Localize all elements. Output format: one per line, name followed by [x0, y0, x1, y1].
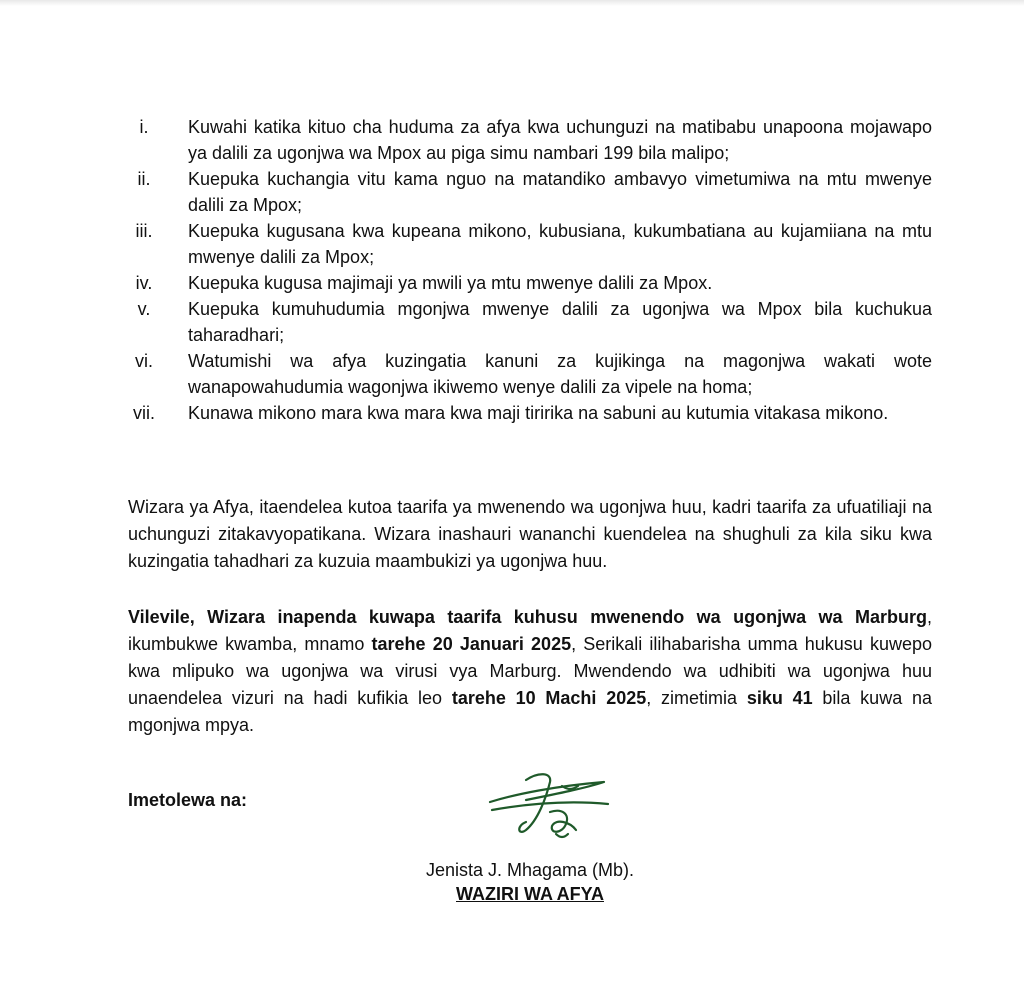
list-item [128, 114, 932, 166]
precautions-list [128, 114, 932, 426]
list-item [128, 400, 932, 426]
current-date: tarehe 10 Machi 2025 [451, 688, 647, 708]
signer-title: WAZIRI WA AFYA [456, 884, 604, 904]
list-item [128, 348, 932, 400]
list-item [128, 218, 932, 270]
list-item-text: Kuepuka kugusana kwa kupeana mikono, kubusiana, kukumbatiana au kujamiiana na mtu mwenye dalili za Mpox; [188, 221, 932, 267]
marburg-text-a: , ikumbukwe kwamba, mnamo [128, 607, 932, 654]
list-item-text: Kuwahi katika kituo cha huduma za afya kwa uchunguzi na matibabu unapoona mojawapo ya dalili za ugonjwa wa Mpox au piga simu nambari 199 bila malipo; [188, 117, 932, 163]
list-marker: i. [139, 117, 149, 137]
list-item-text: Kuepuka kuchangia vitu kama nguo na matandiko ambavyo vimetumiwa na mtu mwenye dalili za Mpox; [188, 169, 932, 215]
marburg-update-paragraph [128, 604, 932, 739]
list-marker: iii. [135, 221, 153, 241]
list-item-text: Watumishi wa afya kuzingatia kanuni za kujikinga na magonjwa wakati wote wanapowahudumia wagonjwa ikiwemo wenye dalili za vipele na homa; [188, 351, 932, 397]
mpox-update-paragraph: Wizara ya Afya, itaendelea kutoa taarifa ya mwenendo wa ugonjwa huu, kadri taarifa za ufuatiliaji na uchunguzi zitakavyopatikana. Wizara inashauri wananchi kuendelea na shughuli za kila siku kwa kuzingatia tahadhari za kuzuia maambukizi ya ugonjwa huu. [128, 497, 932, 571]
list-item-text: Kuepuka kugusa majimaji ya mwili ya mtu mwenye dalili za Mpox. [188, 273, 713, 293]
marburg-intro: Vilevile, Wizara inapenda kuwapa taarifa kuhusu mwenendo wa ugonjwa wa Marburg [128, 607, 927, 627]
days-count: siku 41 [746, 688, 813, 708]
announcement-date: tarehe 20 Januari 2025 [371, 634, 572, 654]
list-item-text: Kunawa mikono mara kwa mara kwa maji tiririka na sabuni au kutumia vitakasa mikono. [188, 403, 889, 423]
marburg-text-b: , Serikali ilihabarisha umma hukusu kuwepo kwa mlipuko wa ugonjwa wa virusi vya Marburg. Mwendendo wa udhibiti wa ugonjwa huu unaendelea vizuri na hadi kufikia leo [128, 634, 932, 708]
signer-name: Jenista J. Mhagama (Mb). [425, 860, 635, 880]
list-marker: ii. [137, 169, 151, 189]
list-marker: vi. [135, 351, 153, 371]
issued-by-label: Imetolewa na: [128, 790, 248, 810]
list-item [128, 296, 932, 348]
list-marker: v. [137, 299, 151, 319]
handwritten-signature-icon [486, 768, 616, 868]
page-edge-shadow [0, 0, 1024, 6]
marburg-text-c: , zimetimia [646, 688, 747, 708]
list-item [128, 270, 932, 296]
list-marker: iv. [135, 273, 153, 293]
list-item-text: Kuepuka kumuhudumia mgonjwa mwenye dalili za ugonjwa wa Mpox bila kuchukua taharadhari; [188, 299, 932, 345]
list-item [128, 166, 932, 218]
marburg-text-d: bila kuwa na mgonjwa mpya. [128, 688, 932, 735]
list-marker: vii. [133, 403, 155, 423]
